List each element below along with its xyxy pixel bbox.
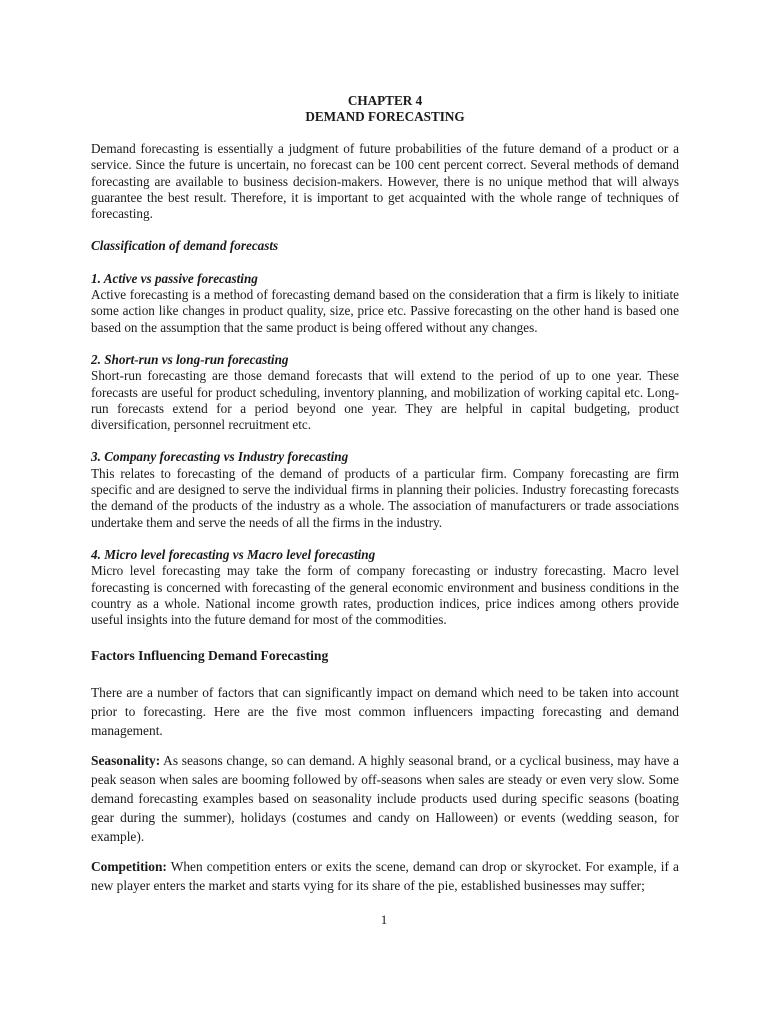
classification-heading: Classification of demand forecasts [91, 238, 279, 254]
competition-label: Competition: [91, 859, 167, 875]
section-1-body: Active forecasting is a method of forecasting demand based on the consideration that a firm is likely to initiate some action like changes in product quality, size, price etc. Passive forecasting on the other hand is based one based on the assumption that the same product is being offered without any changes. [91, 287, 679, 335]
page-number: 1 [380, 912, 388, 927]
seasonality-text: As seasons change, so can demand. A highly seasonal brand, or a cyclical business, may have a peak season when sales are booming followed by off-seasons when sales are steady or even very slow. Some demand forecasting examples based on seasonality include products used during specific seasons (boating gear during the summer), holidays (costumes and candy on Halloween) or events (wedding season, for example). [91, 753, 679, 845]
section-4-body: Micro level forecasting may take the form of company forecasting or industry forecasting. Macro level forecasting is concerned with forecasting of the general economic environment and business conditions in the country as a whole. National income growth rates, production indices, price indices among others provide useful insights into the future demand for most of the commodities. [91, 563, 679, 628]
section-3-heading: 3. Company forecasting vs Industry forecasting [91, 449, 349, 465]
factors-heading: Factors Influencing Demand Forecasting [91, 648, 329, 664]
chapter-title: DEMAND FORECASTING [305, 109, 465, 124]
chapter-number: CHAPTER 4 [347, 93, 423, 108]
section-4-heading: 4. Micro level forecasting vs Macro level forecasting [91, 546, 376, 562]
section-2-body: Short-run forecasting are those demand forecasts that will extend to the period of up to one year. These forecasts are useful for product scheduling, inventory planning, and mobilization of working capital etc. Long-run forecasts extend for a period beyond one year. They are helpful in capital budgeting, product diversification, personnel recruitment etc. [91, 368, 679, 433]
competition-text: When competition enters or exits the scene, demand can drop or skyrocket. For example, if a new player enters the market and starts vying for its share of the pie, established businesses may suffer; [91, 859, 679, 894]
section-2-heading: 2. Short-run vs long-run forecasting [91, 351, 289, 367]
section-1-heading: 1. Active vs passive forecasting [91, 270, 258, 286]
competition-paragraph [91, 857, 679, 895]
section-3-body: This relates to forecasting of the demand of products of a particular firm. Company forecasting are firm specific and are designed to serve the individual firms in planning their policies. Industry forecasting forecasts the demand of the products of the industry as a whole. The association of manufacturers or trade associations undertake them and serve the needs of all the firms in the industry. [91, 465, 679, 530]
intro-paragraph: Demand forecasting is essentially a judgment of future probabilities of the future demand of a product or a service. Since the future is uncertain, no forecast can be 100 cent percent correct. Several methods of demand forecasting are available to business decision-makers. However, there is no unique method that will always guarantee the best result. Therefore, it is important to get acquainted with the whole range of techniques of forecasting. [91, 141, 679, 222]
seasonality-paragraph [91, 751, 679, 846]
seasonality-label: Seasonality: [91, 753, 161, 769]
factors-intro: There are a number of factors that can significantly impact on demand which need to be taken into account prior to forecasting. Here are the five most common influencers impacting forecasting and demand management. [91, 685, 679, 739]
